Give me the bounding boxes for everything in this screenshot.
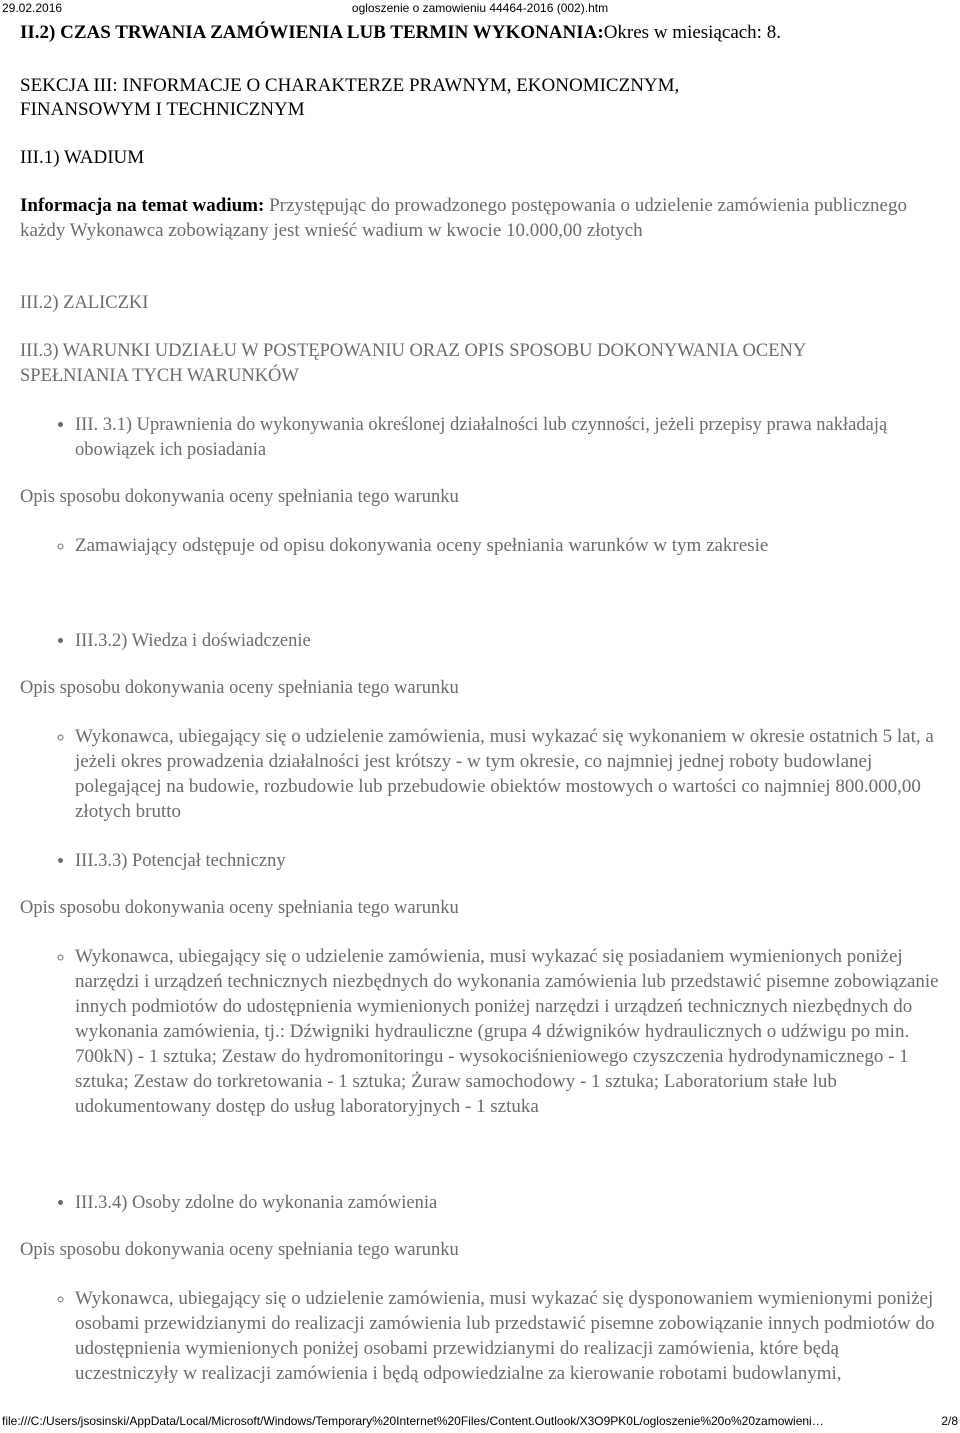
print-date: 29.02.2016 bbox=[2, 1, 63, 15]
condition-desc-list bbox=[20, 724, 940, 824]
condition-title: III. 3.1) Uprawnienia do wykonywania określonej działalności lub czynności, jeżeli przepisy prawa nakładają obowiązek ich posiadania bbox=[75, 415, 888, 460]
warunki-heading: III.3) WARUNKI UDZIAŁU W POSTĘPOWANIU ORAZ OPIS SPOSOBU DOKONYWANIA OCENY SPEŁNIANIA TYCH WARUNKÓW bbox=[20, 341, 806, 386]
print-header bbox=[0, 0, 960, 16]
condition-desc-item: ◦ Zamawiający odstępuje od opisu dokonywania oceny spełniania warunków w tym zakresie bbox=[75, 533, 940, 558]
condition-item bbox=[20, 849, 940, 1191]
condition-desc-list bbox=[20, 533, 940, 558]
condition-desc-list bbox=[20, 1286, 940, 1386]
condition-desc-item: ◦ Wykonawca, ubiegający się o udzielenie zamówienia, musi wykazać się dysponowaniem wymienionymi poniżej osobami przewidzianymi do realizacji zamówienia lub przedstawić pisemne zobowiązanie innych podmiotów do udostępnienia wymienionych poniżej osobami przewidzianymi do realizacji zamówienia, które będą uczestniczyły w realizacji zamówienia i będą odpowiedzialne za kierowanie robotami budowlanymi, bbox=[75, 1286, 940, 1386]
condition-desc-label: Opis sposobu dokonywania oceny spełniania tego warunku bbox=[20, 898, 459, 918]
section-ii2 bbox=[20, 20, 781, 45]
condition-desc-label: Opis sposobu dokonywania oceny spełniania tego warunku bbox=[20, 678, 459, 698]
condition-desc-list bbox=[20, 944, 940, 1119]
print-footer bbox=[0, 1412, 960, 1430]
file-path: file:///C:/Users/jsosinski/AppData/Local/Microsoft/Windows/Temporary%20Internet%20Files/Content.Outlook/X3O9PK0L/ogloszenie%20o%20zamowieni… bbox=[2, 1414, 824, 1428]
wadium-heading: III.1) WADIUM bbox=[20, 147, 145, 168]
condition-item bbox=[20, 1191, 940, 1386]
condition-desc-item: ◦ Wykonawca, ubiegający się o udzielenie zamówienia, musi wykazać się wykonaniem w okresie ostatnich 5 lat, a jeżeli okres prowadzenia działalności jest krótszy - w tym okresie, co najmniej jednej roboty budowlanej polegającej na budowie, rozbudowie lub przebudowie obiektów mostowych o wartości co najmniej 800.000,00 złotych brutto bbox=[75, 724, 940, 824]
wadium-label: Informacja na temat wadium: bbox=[20, 195, 265, 216]
condition-title: III.3.2) Wiedza i doświadczenie bbox=[75, 631, 311, 651]
section-ii2-label: II.2) CZAS TRWANIA ZAMÓWIENIA LUB TERMIN WYKONANIA: bbox=[20, 22, 604, 43]
condition-title: III.3.3) Potencjał techniczny bbox=[75, 851, 286, 871]
print-title: ogloszenie o zamowieniu 44464-2016 (002).htm bbox=[351, 1, 609, 15]
section-iii-title-2: FINANSOWYM I TECHNICZNYM bbox=[20, 99, 305, 120]
zaliczki-heading: III.2) ZALICZKI bbox=[20, 293, 149, 313]
condition-title: III.3.4) Osoby zdolne do wykonania zamówienia bbox=[75, 1193, 438, 1213]
page-number: 2/8 bbox=[941, 1414, 958, 1428]
wadium-info bbox=[20, 193, 940, 243]
condition-desc-label: Opis sposobu dokonywania oceny spełniania tego warunku bbox=[20, 487, 459, 507]
section-ii2-value: Okres w miesiącach: 8. bbox=[603, 22, 781, 43]
condition-desc-item: ◦ Wykonawca, ubiegający się o udzielenie zamówienia, musi wykazać się posiadaniem wymienionych poniżej narzędzi i urządzeń technicznych niezbędnych do wykonania zamówienia lub przedstawić pisemne zobowiązanie innych podmiotów do udostępnienia wymienionych poniżej narzędzi i urządzeń technicznych niezbędnych do wykonania zamówienia, tj.: Dźwigniki hydrauliczne (grupa 4 dźwigników hydraulicznych o udźwigu po min. 700kN) - 1 sztuka; Zestaw do hydromonitoringu - wysokociśnieniowego czyszczenia hydrodynamicznego - 1 sztuka; Zestaw do torkretowania - 1 sztuka; Żuraw samochodowy - 1 sztuka; Laboratorium stałe lub udokumentowany dostęp do usług laboratoryjnych - 1 sztuka bbox=[75, 944, 940, 1119]
condition-item bbox=[20, 629, 940, 849]
condition-item bbox=[20, 413, 940, 629]
conditions-list bbox=[20, 413, 940, 1386]
condition-desc-label: Opis sposobu dokonywania oceny spełniania tego warunku bbox=[20, 1240, 459, 1260]
section-iii-title-1: SEKCJA III: INFORMACJE O CHARAKTERZE PRAWNYM, EKONOMICZNYM, bbox=[20, 75, 680, 96]
wadium-text: Przystępując do prowadzonego postępowania o udzielenie zamówienia publicznego każdy Wykonawca zobowiązany jest wnieść wadium w kwocie 10.000,00 złotych bbox=[20, 195, 907, 241]
